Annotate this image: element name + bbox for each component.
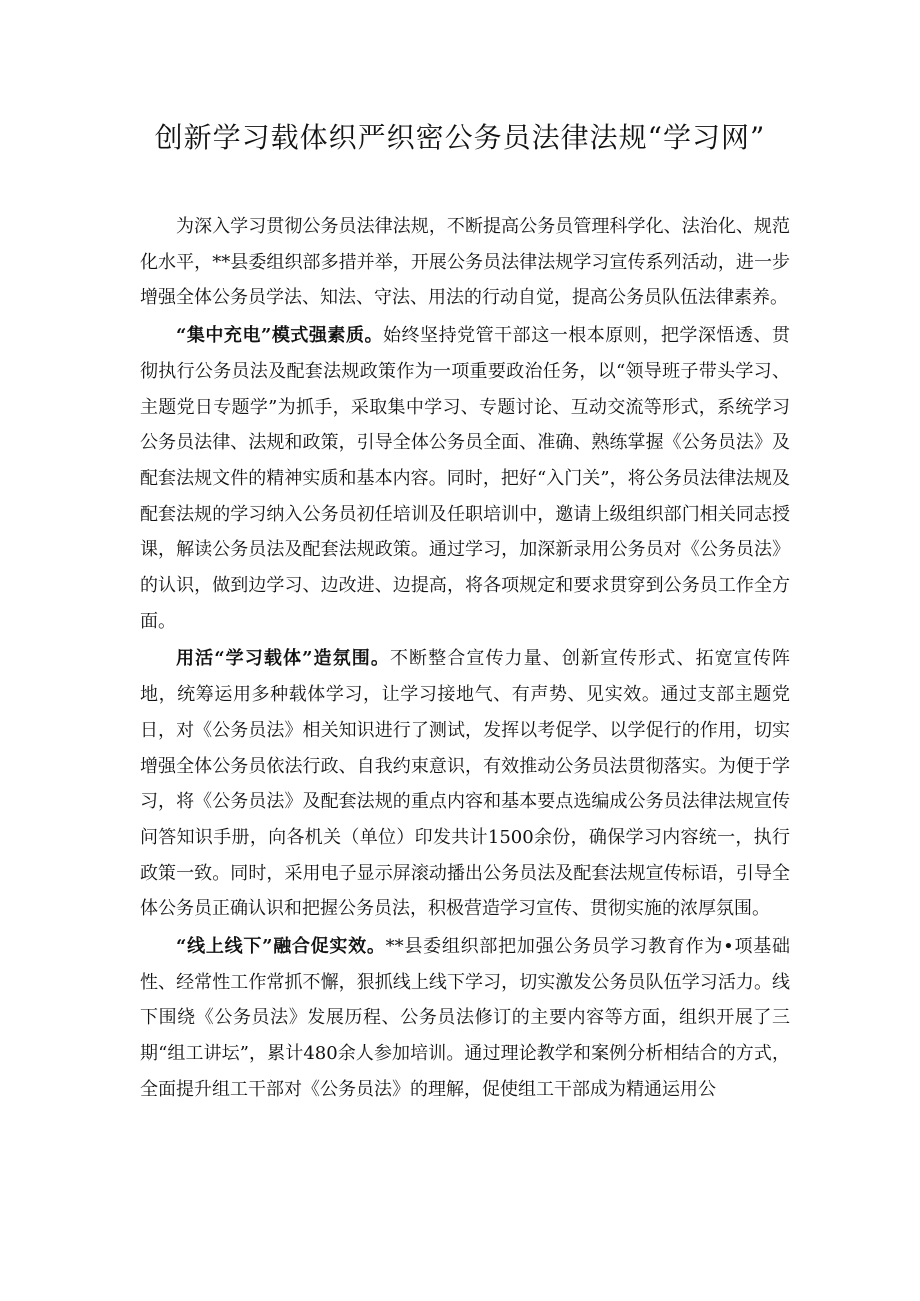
paragraph-focused-study (140, 318, 790, 639)
document-title: 创新学习载体织严织密公务员法律法规“学习网” (154, 121, 766, 154)
paragraph-online-offline (140, 929, 790, 1108)
paragraph-text: 始终坚持党管干部这一根本原则，把学深悟透、贯彻执行公务员法及配套法规政策作为一项重要政治任务，以“领导班子带头学习、主题党日专题学”为抓手，采取集中学习、专题讨论、互动交流等形式，系统学习公务员法律、法规和政策，引导全体公务员全面、准确、熟练掌握《公务员法》及配套法规文件的精神实质和基本内容。同时，把好“入门关”，将公务员法律法规及配套法规的学习纳入公务员初任培训及任职培训中，邀请上级组织部门相关同志授课，解读公务员法及配套法规政策。通过学习，加深新录用公务员对《公务员法》的认识，做到边学习、边改进、边提高，将各项规定和要求贯穿到公务员工作全方面。 (140, 325, 790, 632)
document-body (140, 209, 790, 1110)
paragraph-lead: “集中充电”模式强素质。 (176, 325, 383, 347)
paragraph-lead: “线上线下”融合促实效。 (176, 936, 386, 958)
paragraph-lead: 用活“学习载体”造氛围。 (176, 648, 390, 670)
paragraph-text: **县委组织部把加强公务员学习教育作为•项基础性、经常性工作常抓不懈，狠抓线上线下学习，切实激发公务员队伍学习活力。线下围绕《公务员法》发展历程、公务员法修订的主要内容等方面，组织开展了三期“组工讲坛”，累计480余人参加培训。通过理论教学和案例分析相结合的方式，全面提升组工干部对《公务员法》的理解，促使组工干部成为精通运用公 (140, 936, 790, 1100)
paragraph-text: 为深入学习贯彻公务员法律法规，不断提高公务员管理科学化、法治化、规范化水平，**县委组织部多措并举，开展公务员法律法规学习宣传系列活动，进一步增强全体公务员学法、知法、守法、用法的行动自觉，提高公务员队伍法律素养。 (140, 216, 790, 309)
paragraph-text: 不断整合宣传力量、创新宣传形式、拓宽宣传阵地，统筹运用多种载体学习，让学习接地气、有声势、见实效。通过支部主题党日，对《公务员法》相关知识进行了测试，发挥以考促学、以学促行的作用，切实增强全体公务员依法行政、自我约束意识，有效推动公务员法贯彻落实。为便于学习，将《公务员法》及配套法规的重点内容和基本要点选编成公务员法律法规宣传问答知识手册，向各机关（单位）印发共计1500余份，确保学习内容统一，执行政策一致。同时，采用电子显示屏滚动播出公务员法及配套法规宣传标语，引导全体公务员正确认识和把握公务员法，积极营造学习宣传、贯彻实施的浓厚氛围。 (140, 648, 790, 920)
paragraph-intro (140, 209, 790, 316)
paragraph-study-carriers (140, 641, 790, 927)
